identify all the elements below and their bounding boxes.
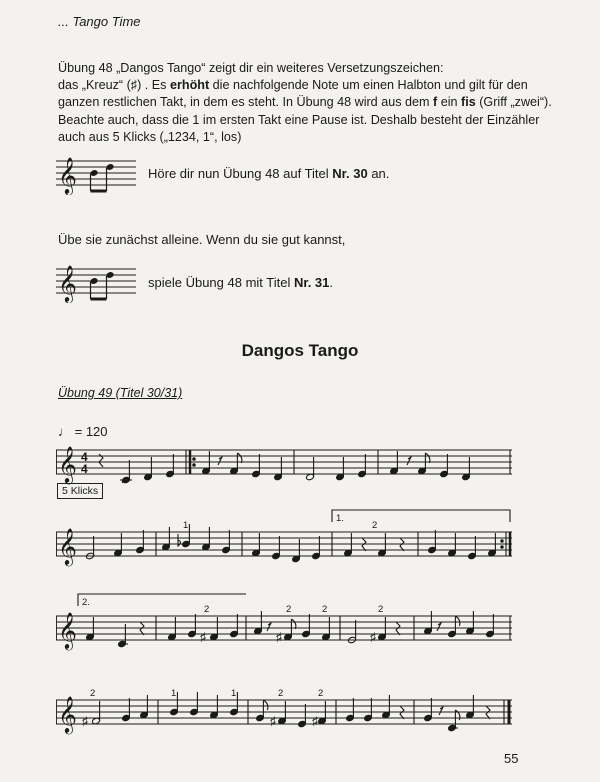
fingering: 2 (286, 604, 292, 615)
intro-paragraph (58, 60, 552, 146)
intro-line-5: auch aus 5 Klicks („1234, 1“, los) (58, 129, 242, 144)
intro-line-1: Übung 48 „Dangos Tango“ zeigt dir ein weiteres Versetzungszeichen: (58, 61, 444, 75)
fingering: 2 (318, 688, 324, 699)
svg-text:♯: ♯ (200, 630, 206, 644)
svg-text:𝄞: 𝄞 (58, 264, 77, 302)
treble-clef-icon: 𝄞 (58, 695, 77, 733)
quarter-note-icon: ♩ (58, 424, 71, 439)
svg-text:𝄞: 𝄞 (58, 156, 77, 194)
fingering: 1 (231, 688, 237, 699)
svg-text:♯: ♯ (276, 630, 282, 644)
svg-text:♯: ♯ (370, 630, 376, 644)
listen-staff-icon (56, 153, 136, 195)
time-sig-bottom: 4 (81, 462, 88, 476)
volta-1: 1. (336, 513, 344, 524)
piece-title: Dangos Tango (241, 341, 359, 360)
fingering: 2 (322, 604, 328, 615)
tempo-marking: ♩ = 120 (58, 424, 108, 439)
fingering: 1 (183, 520, 189, 531)
cue-playalong-text: spiele Übung 48 mit Titel Nr. 31. (148, 275, 334, 290)
intro-line-3: ganzen restlichen Takt, in dem es steht. In Übung 48 wird aus dem f ein fis (Griff „zwei“). (58, 95, 552, 110)
treble-clef-icon: 𝄞 (58, 527, 77, 565)
cue-listen-text: Höre dir nun Übung 48 auf Titel Nr. 30 an. (148, 166, 390, 181)
intro-line-4: Beachte auch, dass die 1 im ersten Takt eine Pause ist. Deshalb besteht der Einzähler (58, 112, 540, 127)
svg-text:♯: ♯ (270, 714, 276, 728)
page-number: 55 (504, 751, 519, 766)
practice-instruction: Übe sie zunächst alleine. Wenn du sie gut kannst, (58, 232, 346, 247)
fingering: 1 (171, 688, 177, 699)
svg-text:♯: ♯ (312, 714, 318, 728)
staff-system-3 (56, 592, 512, 656)
fingering: 2 (278, 688, 284, 699)
playalong-staff-icon (56, 261, 136, 303)
count-in-box: 5 Klicks (57, 483, 103, 499)
fingering: 2 (90, 688, 96, 699)
staff-system-4 (56, 676, 512, 740)
svg-text:♯: ♯ (82, 714, 88, 728)
running-header: ... Tango Time (58, 14, 141, 29)
fingering: 2 (378, 604, 384, 615)
exercise-label: Übung 49 (Titel 30/31) (58, 386, 183, 400)
fingering: 2 (204, 604, 210, 615)
treble-clef-icon: 𝄞 (58, 611, 77, 649)
fingering: 2 (372, 520, 378, 531)
treble-clef-icon: 𝄞 (58, 445, 77, 483)
time-sig-top: 4 (81, 450, 88, 464)
volta-2: 2. (82, 597, 90, 608)
staff-system-1 (56, 440, 512, 490)
staff-system-2 (56, 508, 512, 572)
intro-line-2: das „Kreuz“ (♯) . Es erhöht die nachfolgende Note um einen Halbton und gilt für den (58, 78, 528, 93)
